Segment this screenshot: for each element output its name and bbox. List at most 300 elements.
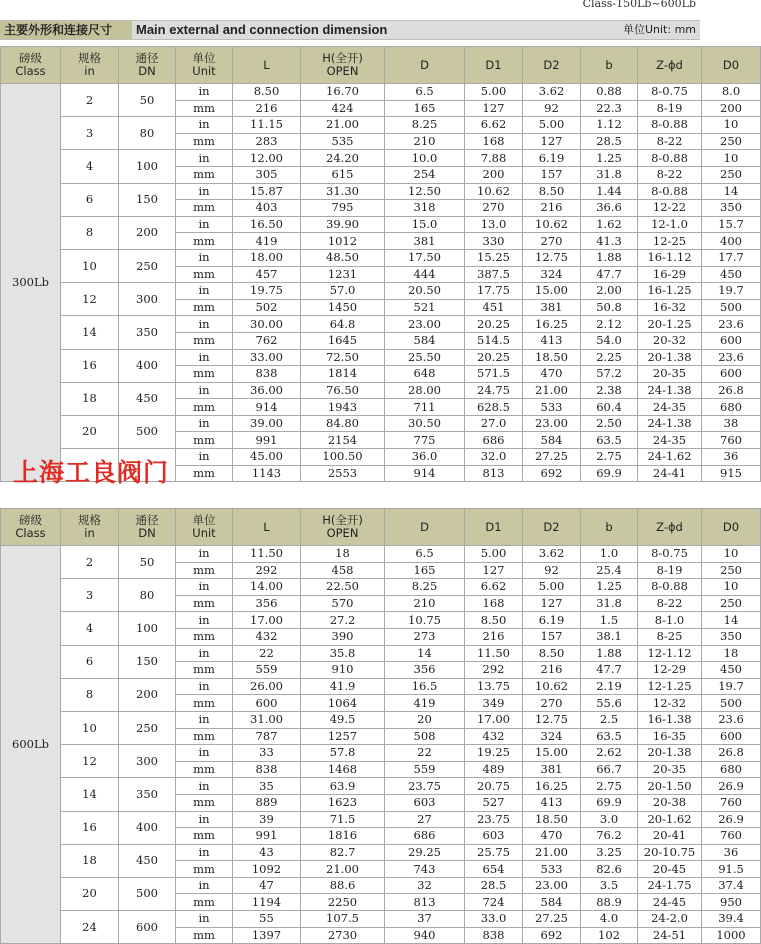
cell-Z: 20-41	[638, 828, 702, 845]
cell-b: 55.6	[581, 695, 638, 712]
cell-L: 45.00	[233, 449, 301, 466]
cell-D2: 270	[523, 233, 581, 250]
header-class	[1, 47, 61, 84]
unit-cell: in	[176, 150, 233, 167]
cell-D: 36.0	[385, 449, 465, 466]
size-cell: 20	[61, 415, 119, 448]
header-row	[1, 47, 761, 84]
section-header	[0, 20, 700, 40]
table-row	[1, 117, 761, 134]
cell-D: 10.0	[385, 150, 465, 167]
cell-b: 2.62	[581, 745, 638, 762]
cell-D: 813	[385, 894, 465, 911]
table-row	[1, 415, 761, 432]
dn-cell: 150	[119, 645, 176, 678]
cell-b: 2.12	[581, 316, 638, 333]
cell-D1: 654	[465, 861, 523, 878]
header-H-line1: H(全开)	[322, 513, 363, 527]
cell-D2: 23.00	[523, 877, 581, 894]
header-D2-line1: D2	[543, 57, 560, 72]
cell-L: 1194	[233, 894, 301, 911]
cell-b: 47.7	[581, 266, 638, 283]
cell-Z: 24-35	[638, 399, 702, 416]
cell-H: 1257	[301, 728, 385, 745]
cell-L: 19.75	[233, 283, 301, 300]
cell-H: 21.00	[301, 861, 385, 878]
cell-D0: 26.8	[702, 382, 761, 399]
cell-D2: 692	[523, 465, 581, 482]
cell-D0: 760	[702, 794, 761, 811]
cell-D0: 10	[702, 150, 761, 167]
cell-b: 2.75	[581, 778, 638, 795]
cell-D2: 12.75	[523, 711, 581, 728]
cell-b: 1.5	[581, 612, 638, 629]
table-row	[1, 745, 761, 762]
cell-D: 8.25	[385, 117, 465, 134]
cell-D: 27	[385, 811, 465, 828]
cell-D: 6.5	[385, 84, 465, 101]
cell-H: 535	[301, 133, 385, 150]
header-D	[385, 47, 465, 84]
cell-D1: 216	[465, 628, 523, 645]
cell-b: 57.2	[581, 366, 638, 383]
cell-Z: 16-32	[638, 299, 702, 316]
cell-Z: 24-1.38	[638, 415, 702, 432]
cell-D0: 760	[702, 828, 761, 845]
cell-D2: 270	[523, 695, 581, 712]
table-row	[1, 216, 761, 233]
unit-cell: in	[176, 382, 233, 399]
cell-D0: 91.5	[702, 861, 761, 878]
cell-D: 559	[385, 761, 465, 778]
cell-D1: 32.0	[465, 449, 523, 466]
cell-D1: 13.0	[465, 216, 523, 233]
cell-b: 47.7	[581, 662, 638, 679]
size-cell: 14	[61, 778, 119, 811]
cell-b: 2.25	[581, 349, 638, 366]
cell-Z: 24-2.0	[638, 911, 702, 928]
cell-H: 1814	[301, 366, 385, 383]
cell-D: 603	[385, 794, 465, 811]
cell-b: 31.8	[581, 595, 638, 612]
cell-L: 14.00	[233, 579, 301, 596]
header-size-line1: 规格	[78, 51, 101, 65]
size-cell: 3	[61, 117, 119, 150]
cell-D0: 350	[702, 628, 761, 645]
cell-Z: 20-1.25	[638, 316, 702, 333]
cell-D1: 28.5	[465, 877, 523, 894]
cell-b: 1.62	[581, 216, 638, 233]
unit-cell: in	[176, 249, 233, 266]
unit-cell: mm	[176, 761, 233, 778]
header-L	[233, 509, 301, 546]
dn-cell: 450	[119, 382, 176, 415]
cell-H: 41.9	[301, 678, 385, 695]
cell-D0: 450	[702, 662, 761, 679]
header-class	[1, 509, 61, 546]
cell-Z: 8-22	[638, 595, 702, 612]
cell-Z: 8-22	[638, 133, 702, 150]
dn-cell: 50	[119, 84, 176, 117]
cell-Z: 16-1.38	[638, 711, 702, 728]
unit-cell: in	[176, 678, 233, 695]
cell-D0: 8.0	[702, 84, 761, 101]
cell-D: 711	[385, 399, 465, 416]
unit-cell: mm	[176, 299, 233, 316]
header-D1-line1: D1	[485, 519, 502, 534]
cell-L: 600	[233, 695, 301, 712]
cell-D0: 37.4	[702, 877, 761, 894]
cell-D2: 584	[523, 432, 581, 449]
unit-cell: mm	[176, 366, 233, 383]
cell-D2: 381	[523, 761, 581, 778]
cell-D0: 250	[702, 133, 761, 150]
cell-D1: 686	[465, 432, 523, 449]
cell-Z: 20-1.50	[638, 778, 702, 795]
cell-L: 39.00	[233, 415, 301, 432]
header-D-line1: D	[420, 57, 429, 72]
cell-D: 521	[385, 299, 465, 316]
cell-L: 8.50	[233, 84, 301, 101]
cell-H: 49.5	[301, 711, 385, 728]
unit-cell: in	[176, 711, 233, 728]
cell-b: 25.4	[581, 562, 638, 579]
cell-Z: 12-29	[638, 662, 702, 679]
unit-cell: mm	[176, 794, 233, 811]
cell-Z: 24-35	[638, 432, 702, 449]
table-row	[1, 911, 761, 928]
cell-D0: 10	[702, 546, 761, 563]
unit-cell: mm	[176, 465, 233, 482]
cell-b: 3.25	[581, 844, 638, 861]
cell-D0: 36	[702, 844, 761, 861]
cell-D: 17.50	[385, 249, 465, 266]
cell-D2: 324	[523, 266, 581, 283]
dn-cell: 150	[119, 183, 176, 216]
cell-D: 775	[385, 432, 465, 449]
header-size	[61, 509, 119, 546]
header-Z-line1: Z-ϕd	[656, 519, 683, 534]
unit-cell: mm	[176, 894, 233, 911]
cell-L: 559	[233, 662, 301, 679]
cell-L: 356	[233, 595, 301, 612]
header-H	[301, 47, 385, 84]
cell-D2: 18.50	[523, 811, 581, 828]
unit-cell: in	[176, 844, 233, 861]
cell-L: 26.00	[233, 678, 301, 695]
cell-D2: 12.75	[523, 249, 581, 266]
cell-D1: 330	[465, 233, 523, 250]
cell-L: 889	[233, 794, 301, 811]
cell-Z: 24-41	[638, 465, 702, 482]
dn-cell: 100	[119, 150, 176, 183]
unit-cell: in	[176, 415, 233, 432]
cell-D1: 8.50	[465, 612, 523, 629]
cell-D1: 20.25	[465, 316, 523, 333]
cell-D1: 7.88	[465, 150, 523, 167]
cell-H: 1645	[301, 332, 385, 349]
cell-Z: 8-0.88	[638, 579, 702, 596]
cell-Z: 12-1.25	[638, 678, 702, 695]
cell-D0: 600	[702, 332, 761, 349]
cell-D2: 6.19	[523, 612, 581, 629]
unit-cell: mm	[176, 332, 233, 349]
header-L-line1: L	[263, 57, 270, 72]
unit-cell: in	[176, 349, 233, 366]
cell-H: 72.50	[301, 349, 385, 366]
cell-L: 33.00	[233, 349, 301, 366]
cell-H: 458	[301, 562, 385, 579]
cell-D1: 127	[465, 100, 523, 117]
cell-H: 57.8	[301, 745, 385, 762]
cell-D0: 680	[702, 399, 761, 416]
cell-D: 14	[385, 645, 465, 662]
cell-b: 36.6	[581, 200, 638, 217]
header-size-line2: in	[84, 526, 95, 540]
header-size	[61, 47, 119, 84]
section-title-en: Main external and connection dimension	[136, 22, 388, 37]
cell-Z: 8-0.88	[638, 117, 702, 134]
cell-L: 16.50	[233, 216, 301, 233]
cell-D: 30.50	[385, 415, 465, 432]
class-cell: 600Lb	[1, 546, 61, 944]
dn-cell: 80	[119, 117, 176, 150]
cell-D1: 432	[465, 728, 523, 745]
cell-H: 1623	[301, 794, 385, 811]
size-cell: 6	[61, 645, 119, 678]
cell-b: 2.50	[581, 415, 638, 432]
size-cell: 16	[61, 349, 119, 382]
header-D1-line1: D1	[485, 57, 502, 72]
cell-b: 63.5	[581, 432, 638, 449]
table-row	[1, 711, 761, 728]
cell-D: 686	[385, 828, 465, 845]
cell-D: 15.0	[385, 216, 465, 233]
cell-D0: 10	[702, 117, 761, 134]
cell-D: 940	[385, 927, 465, 944]
cell-D0: 250	[702, 562, 761, 579]
header-dn	[119, 47, 176, 84]
cell-L: 914	[233, 399, 301, 416]
unit-cell: mm	[176, 133, 233, 150]
cell-D0: 23.6	[702, 711, 761, 728]
size-cell: 18	[61, 382, 119, 415]
cell-b: 0.88	[581, 84, 638, 101]
dn-cell: 100	[119, 612, 176, 645]
dn-cell: 350	[119, 316, 176, 349]
cell-D1: 25.75	[465, 844, 523, 861]
cell-Z: 12-1.0	[638, 216, 702, 233]
cell-D: 25.50	[385, 349, 465, 366]
cell-H: 16.70	[301, 84, 385, 101]
cell-D1: 24.75	[465, 382, 523, 399]
cell-D2: 15.00	[523, 745, 581, 762]
cell-b: 2.5	[581, 711, 638, 728]
unit-cell: mm	[176, 399, 233, 416]
cell-b: 88.9	[581, 894, 638, 911]
cell-Z: 20-35	[638, 761, 702, 778]
cell-Z: 12-1.12	[638, 645, 702, 662]
cell-L: 991	[233, 432, 301, 449]
cell-D2: 92	[523, 562, 581, 579]
header-dn-line1: 通径	[135, 513, 159, 527]
cell-D1: 127	[465, 562, 523, 579]
cell-Z: 20-32	[638, 332, 702, 349]
cell-H: 1816	[301, 828, 385, 845]
cell-D0: 1000	[702, 927, 761, 944]
cell-D2: 92	[523, 100, 581, 117]
header-class-line1: 磅级	[19, 513, 42, 527]
dn-cell: 500	[119, 415, 176, 448]
size-cell: 4	[61, 612, 119, 645]
cell-D2: 157	[523, 166, 581, 183]
cell-D2: 470	[523, 366, 581, 383]
cell-Z: 20-1.62	[638, 811, 702, 828]
cell-H: 22.50	[301, 579, 385, 596]
cell-H: 390	[301, 628, 385, 645]
cell-L: 305	[233, 166, 301, 183]
cell-Z: 8-0.88	[638, 183, 702, 200]
table-row	[1, 778, 761, 795]
cell-Z: 12-25	[638, 233, 702, 250]
unit-cell: in	[176, 579, 233, 596]
cell-H: 1943	[301, 399, 385, 416]
cell-D: 23.00	[385, 316, 465, 333]
cell-b: 28.5	[581, 133, 638, 150]
cell-D2: 5.00	[523, 579, 581, 596]
cell-D0: 250	[702, 595, 761, 612]
unit-cell: in	[176, 216, 233, 233]
size-cell: 24	[61, 911, 119, 944]
cell-D0: 19.7	[702, 678, 761, 695]
cell-D1: 168	[465, 133, 523, 150]
cell-b: 69.9	[581, 794, 638, 811]
cell-D: 318	[385, 200, 465, 217]
header-row	[1, 509, 761, 546]
cell-b: 3.5	[581, 877, 638, 894]
cell-b: 82.6	[581, 861, 638, 878]
header-size-line2: in	[84, 64, 95, 78]
dn-cell: 80	[119, 579, 176, 612]
cell-D0: 400	[702, 233, 761, 250]
cell-D: 508	[385, 728, 465, 745]
cell-D2: 381	[523, 299, 581, 316]
cell-D0: 23.6	[702, 316, 761, 333]
table-row	[1, 579, 761, 596]
cell-D0: 23.6	[702, 349, 761, 366]
size-cell: 8	[61, 678, 119, 711]
cell-D2: 16.25	[523, 778, 581, 795]
cell-D0: 26.8	[702, 745, 761, 762]
dn-cell: 300	[119, 283, 176, 316]
cell-D0: 26.9	[702, 778, 761, 795]
cell-D2: 127	[523, 595, 581, 612]
unit-cell: mm	[176, 728, 233, 745]
cell-D: 8.25	[385, 579, 465, 596]
header-D	[385, 509, 465, 546]
cell-H: 424	[301, 100, 385, 117]
cell-D2: 16.25	[523, 316, 581, 333]
cell-L: 30.00	[233, 316, 301, 333]
header-H-line2: OPEN	[326, 64, 359, 78]
cell-D1: 15.25	[465, 249, 523, 266]
header-D1	[465, 47, 523, 84]
cell-D1: 514.5	[465, 332, 523, 349]
cell-H: 570	[301, 595, 385, 612]
cell-D0: 450	[702, 266, 761, 283]
cell-D: 10.75	[385, 612, 465, 629]
cell-D: 210	[385, 595, 465, 612]
cell-b: 1.12	[581, 117, 638, 134]
cell-D2: 10.62	[523, 216, 581, 233]
cell-D1: 17.00	[465, 711, 523, 728]
cell-H: 64.8	[301, 316, 385, 333]
cell-Z: 12-32	[638, 695, 702, 712]
unit-cell: in	[176, 84, 233, 101]
cell-H: 1231	[301, 266, 385, 283]
cell-H: 1468	[301, 761, 385, 778]
cell-D1: 168	[465, 595, 523, 612]
cell-b: 1.25	[581, 579, 638, 596]
cell-D0: 950	[702, 894, 761, 911]
cell-D2: 5.00	[523, 117, 581, 134]
header-b	[581, 509, 638, 546]
cell-D: 165	[385, 562, 465, 579]
cell-D2: 692	[523, 927, 581, 944]
cell-H: 35.8	[301, 645, 385, 662]
cell-D1: 17.75	[465, 283, 523, 300]
cell-H: 18	[301, 546, 385, 563]
cell-Z: 20-45	[638, 861, 702, 878]
unit-cell: in	[176, 911, 233, 928]
cell-L: 432	[233, 628, 301, 645]
cell-L: 22	[233, 645, 301, 662]
cell-D1: 13.75	[465, 678, 523, 695]
unit-cell: in	[176, 316, 233, 333]
cell-H: 63.9	[301, 778, 385, 795]
cell-L: 43	[233, 844, 301, 861]
cell-H: 1064	[301, 695, 385, 712]
size-cell: 16	[61, 811, 119, 844]
cell-L: 457	[233, 266, 301, 283]
cell-D1: 200	[465, 166, 523, 183]
header-unit-line1: 单位	[192, 51, 216, 65]
cell-b: 22.3	[581, 100, 638, 117]
cell-b: 1.25	[581, 150, 638, 167]
cell-D2: 470	[523, 828, 581, 845]
cell-D2: 3.62	[523, 546, 581, 563]
dn-cell: 250	[119, 249, 176, 282]
cell-H: 615	[301, 166, 385, 183]
cell-Z: 24-1.38	[638, 382, 702, 399]
cell-Z: 12-22	[638, 200, 702, 217]
header-L	[233, 47, 301, 84]
header-H-line2: OPEN	[326, 526, 359, 540]
unit-label: 单位Unit: mm	[622, 23, 696, 36]
size-cell: 2	[61, 546, 119, 579]
dn-cell: 450	[119, 844, 176, 877]
cell-b: 2.75	[581, 449, 638, 466]
cell-D1: 724	[465, 894, 523, 911]
cell-D2: 413	[523, 794, 581, 811]
header-D0	[702, 47, 761, 84]
table-row	[1, 349, 761, 366]
cell-D1: 270	[465, 200, 523, 217]
cell-D1: 838	[465, 927, 523, 944]
cell-D1: 387.5	[465, 266, 523, 283]
cell-Z: 24-45	[638, 894, 702, 911]
unit-cell: mm	[176, 861, 233, 878]
